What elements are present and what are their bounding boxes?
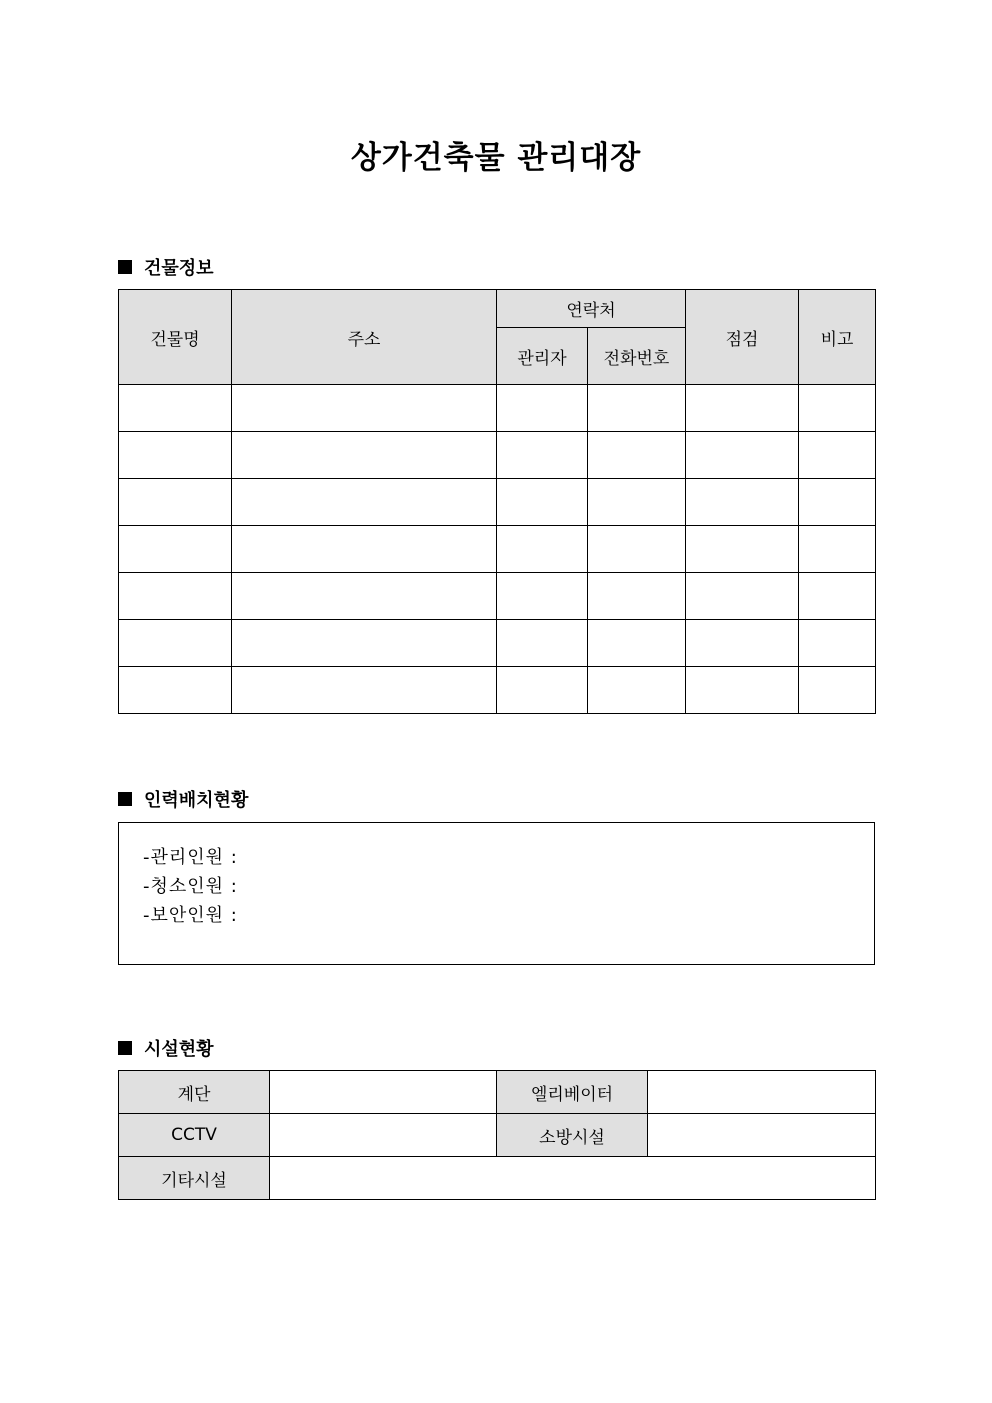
facilities-table	[118, 1070, 876, 1200]
cell-inspection[interactable]	[686, 620, 799, 667]
table-row	[119, 1157, 876, 1200]
cell-inspection[interactable]	[686, 573, 799, 620]
cell-phone[interactable]	[588, 620, 686, 667]
cell-note[interactable]	[799, 667, 876, 714]
cell-building-name[interactable]	[119, 620, 232, 667]
header-building-name: 건물명	[119, 290, 232, 385]
label-other-facilities: 기타시설	[119, 1157, 270, 1200]
staff-line-security: -보안인원 :	[143, 905, 238, 926]
cell-manager[interactable]	[497, 385, 588, 432]
cell-phone[interactable]	[588, 526, 686, 573]
value-cctv[interactable]	[270, 1114, 497, 1157]
value-stairs[interactable]	[270, 1071, 497, 1114]
cell-phone[interactable]	[588, 479, 686, 526]
staffing-heading	[118, 786, 248, 812]
facilities-heading-label: 시설현황	[144, 1039, 214, 1060]
building-info-heading-label: 건물정보	[144, 258, 214, 279]
cell-address[interactable]	[232, 620, 497, 667]
label-stairs: 계단	[119, 1071, 270, 1114]
table-row	[119, 526, 876, 573]
facilities-heading	[118, 1035, 214, 1061]
cell-address[interactable]	[232, 573, 497, 620]
cell-manager[interactable]	[497, 432, 588, 479]
header-contact: 연락처	[497, 290, 686, 328]
header-address: 주소	[232, 290, 497, 385]
cell-phone[interactable]	[588, 432, 686, 479]
cell-building-name[interactable]	[119, 573, 232, 620]
cell-building-name[interactable]	[119, 432, 232, 479]
square-bullet-icon	[118, 1041, 132, 1055]
cell-note[interactable]	[799, 432, 876, 479]
cell-note[interactable]	[799, 620, 876, 667]
table-row	[119, 432, 876, 479]
cell-manager[interactable]	[497, 573, 588, 620]
label-fire-facilities: 소방시설	[497, 1114, 648, 1157]
table-row	[119, 385, 876, 432]
header-inspection: 점검	[686, 290, 799, 385]
cell-building-name[interactable]	[119, 526, 232, 573]
cell-address[interactable]	[232, 479, 497, 526]
table-row	[119, 1114, 876, 1157]
building-info-table	[118, 289, 876, 714]
building-rows	[119, 385, 876, 714]
cell-inspection[interactable]	[686, 385, 799, 432]
header-manager: 관리자	[497, 328, 588, 385]
cell-building-name[interactable]	[119, 667, 232, 714]
table-row	[119, 479, 876, 526]
cell-address[interactable]	[232, 526, 497, 573]
cell-address[interactable]	[232, 385, 497, 432]
cell-inspection[interactable]	[686, 479, 799, 526]
staff-line-management: -관리인원 :	[143, 847, 238, 868]
staffing-box[interactable]	[118, 822, 875, 965]
cell-note[interactable]	[799, 479, 876, 526]
cell-inspection[interactable]	[686, 667, 799, 714]
cell-note[interactable]	[799, 526, 876, 573]
cell-inspection[interactable]	[686, 526, 799, 573]
label-elevator: 엘리베이터	[497, 1071, 648, 1114]
cell-phone[interactable]	[588, 385, 686, 432]
cell-manager[interactable]	[497, 667, 588, 714]
table-row	[119, 573, 876, 620]
cell-building-name[interactable]	[119, 385, 232, 432]
table-row	[119, 1071, 876, 1114]
cell-manager[interactable]	[497, 526, 588, 573]
cell-building-name[interactable]	[119, 479, 232, 526]
square-bullet-icon	[118, 792, 132, 806]
cell-manager[interactable]	[497, 620, 588, 667]
label-cctv: CCTV	[119, 1114, 270, 1157]
staffing-heading-label: 인력배치현황	[144, 790, 249, 811]
value-elevator[interactable]	[648, 1071, 876, 1114]
value-fire-facilities[interactable]	[648, 1114, 876, 1157]
cell-inspection[interactable]	[686, 432, 799, 479]
cell-phone[interactable]	[588, 573, 686, 620]
page-title: 상가건축물 관리대장	[350, 140, 642, 176]
staff-line-cleaning: -청소인원 :	[143, 876, 238, 897]
cell-note[interactable]	[799, 573, 876, 620]
header-phone: 전화번호	[588, 328, 686, 385]
header-note: 비고	[799, 290, 876, 385]
cell-note[interactable]	[799, 385, 876, 432]
table-row	[119, 667, 876, 714]
cell-address[interactable]	[232, 667, 497, 714]
value-other-facilities[interactable]	[270, 1157, 876, 1200]
cell-phone[interactable]	[588, 667, 686, 714]
cell-manager[interactable]	[497, 479, 588, 526]
square-bullet-icon	[118, 260, 132, 274]
cell-address[interactable]	[232, 432, 497, 479]
building-info-heading	[118, 254, 214, 280]
table-row	[119, 620, 876, 667]
